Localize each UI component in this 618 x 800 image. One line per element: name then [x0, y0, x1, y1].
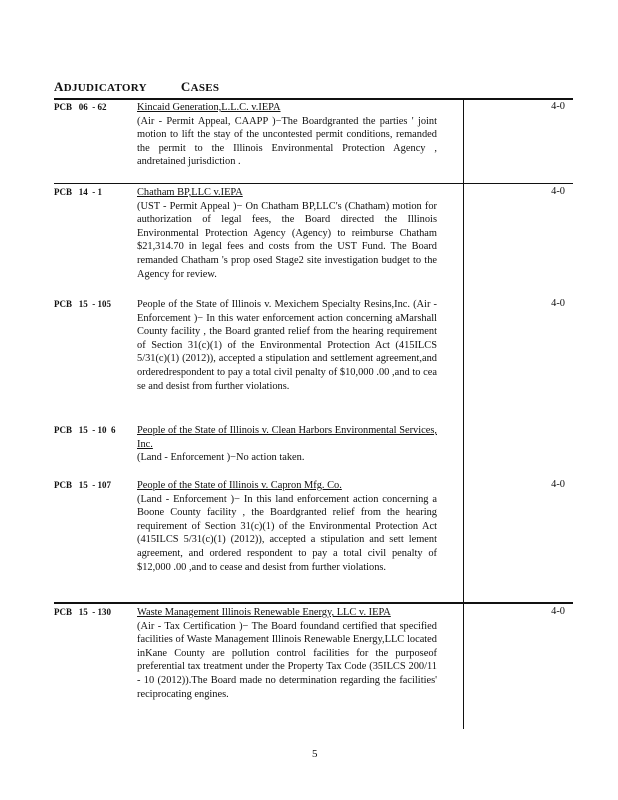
case-row	[54, 186, 573, 290]
case-text: (Land - Enforcement )−No action taken.	[137, 452, 305, 464]
case-vote: 4-0	[551, 606, 565, 617]
case-docket: PCB 15 - 107	[54, 480, 111, 490]
case-vote: 4-0	[551, 298, 565, 309]
case-docket: PCB 15 - 105	[54, 299, 111, 309]
case-title: Waste Management Illinois Renewable Energy, LLC v. IEPA	[137, 607, 391, 618]
case-body	[137, 186, 437, 281]
case-title: People of the State of Illinois v. Clean Harbors Environmental Services, Inc.	[137, 425, 437, 450]
case-docket: PCB 15 - 10 6	[54, 425, 116, 435]
case-vote: 4-0	[551, 479, 565, 490]
page-number: 5	[312, 748, 318, 760]
heading-word-2-rest: ASES	[190, 82, 220, 94]
heading-rule	[54, 98, 573, 100]
case-vote: 4-0	[551, 101, 565, 112]
case-docket: PCB 06 - 62	[54, 102, 107, 112]
case-title: Kincaid Generation,L.L.C. v.IEPA	[137, 102, 281, 113]
case-row	[54, 101, 573, 184]
case-row	[54, 479, 573, 601]
case-docket: PCB 15 - 130	[54, 607, 111, 617]
case-docket: PCB 14 - 1	[54, 187, 102, 197]
heading-word-1-rest: DJUDICATORY	[63, 82, 147, 94]
case-text: (Air - Tax Certification )− The Board foundand certified that specified facilities of Waste Management Illinois Renewable Energy,LLC located inKane County are pollution control facilities for the purposeof preferential tax treatment under the Property Tax Code (35ILCS 200/11 - 10 (2012)).The Board made no determination regarding the facilities' reciprocating engines.	[137, 620, 437, 700]
case-body	[137, 101, 437, 169]
heading-word-2-cap: C	[180, 79, 191, 94]
section-heading	[54, 79, 219, 95]
case-title: Chatham BP,LLC v.IEPA	[137, 187, 243, 198]
case-body	[137, 479, 437, 574]
case-body	[137, 298, 437, 393]
case-body	[137, 424, 437, 465]
case-body	[137, 606, 437, 701]
case-text: (Land - Enforcement )− In this land enforcement action concerning a Boone County facility , the Boardgranted relief from the hearing requirement of Section 31(c)(1) of the Environmental Protection Act (415ILCS 5/31(c)(1) (2012)), accepted a stipulation and sett lement agreement, and ordered respondent to pay a total civil penalty of $12,000 .00 ,and to cease and desist from further violations.	[137, 493, 437, 573]
heading-word-1-cap: A	[54, 79, 64, 94]
case-row	[54, 602, 573, 730]
case-text: (UST - Permit Appeal )− On Chatham BP,LLC's (Chatham) motion for authorization of legal fees, the Board directed the Illinois Environmental Protection Agency (Agency) to reimburse Chatham $21,314.70 in legal fees and costs from the UST Fund. The Board remanded Chatham 's prop osed Stage2 site investigation budget to the Agency for review.	[137, 200, 437, 280]
case-title: People of the State of Illinois v. Capron Mfg. Co.	[137, 480, 342, 491]
case-vote: 4-0	[551, 186, 565, 197]
case-text: (Air - Permit Appeal, CAAPP )−The Boardgranted the parties ' joint motion to lift the stay of the uncontested permit conditions, remanded the permit to the Illinois Environmental Protection Agency , andretained jurisdiction .	[137, 115, 437, 168]
case-row	[54, 298, 573, 418]
case-text: People of the State of Illinois v. Mexichem Specialty Resins,Inc. (Air - Enforcement )− In this water enforcement action concerning aMarshall County facility , the Board granted relief from the hearing requirement of Section 31(c)(1) of the Environmental Protection Act (415ILCS 5/31(c)(1) (2012)), accepted a stipulation and settlement agreement,and orderedrespondent to pay a total civil penalty of $10,000 .00 ,and to cea se and desist from further violations.	[137, 299, 437, 392]
case-row	[54, 424, 573, 472]
